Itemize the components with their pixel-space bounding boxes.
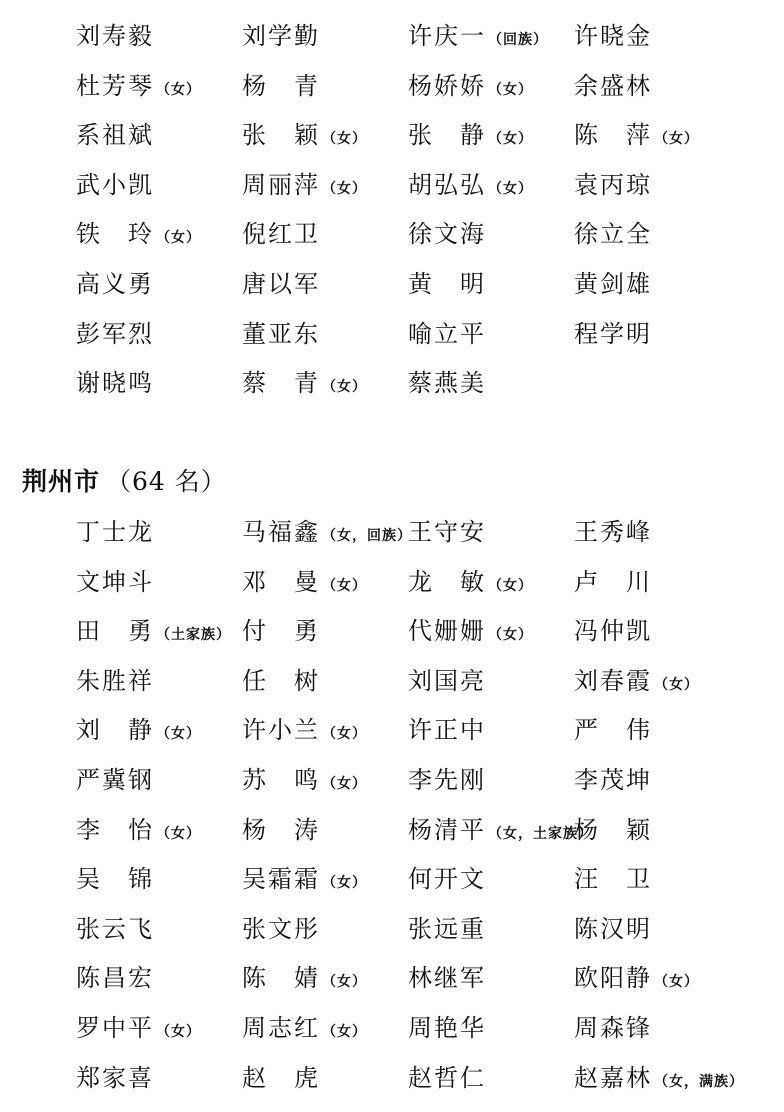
name-entry [574, 510, 744, 560]
person-note: （女，回族） [322, 528, 412, 544]
person-name: 李茂坤 [574, 765, 652, 794]
person-name: 陈汉明 [574, 914, 652, 943]
name-entry [574, 808, 744, 858]
name-entry [574, 212, 744, 262]
name-entry [242, 560, 408, 610]
person-note: （女，满族） [654, 1073, 744, 1090]
name-entry [76, 510, 242, 560]
person-note: （女） [322, 379, 367, 396]
person-name: 黄 明 [408, 269, 486, 298]
person-name: 杨 颖 [574, 815, 652, 844]
person-note: （女） [322, 775, 367, 792]
name-entry [408, 708, 574, 758]
name-entry [242, 609, 408, 659]
person-note: （女） [322, 577, 367, 594]
person-name: 杨清平 [408, 815, 486, 844]
name-entry [408, 956, 574, 1006]
name-entry [242, 14, 408, 64]
name-entry [242, 907, 408, 957]
person-name: 高义勇 [76, 269, 154, 298]
person-note: （女） [322, 875, 367, 892]
person-note: （女） [488, 131, 533, 148]
name-entry [574, 857, 744, 907]
person-name: 龙 敏 [408, 567, 486, 596]
person-name: 任 树 [242, 666, 320, 695]
person-name: 陈昌宏 [76, 964, 154, 993]
person-note: （女） [156, 230, 201, 247]
name-entry [76, 560, 242, 610]
name-entry [242, 659, 408, 709]
person-name: 赵哲仁 [408, 1063, 486, 1092]
person-name: 刘寿毅 [76, 22, 154, 50]
person-name: 系祖斌 [76, 121, 154, 150]
person-name: 陈 婧 [242, 964, 320, 993]
person-name: 蔡 青 [242, 369, 320, 398]
person-note: （女） [488, 180, 533, 197]
section-count: （64 名） [106, 467, 227, 496]
name-entry [76, 312, 242, 362]
name-entry [408, 64, 574, 114]
name-entry [76, 212, 242, 262]
person-name: 胡弘弘 [408, 170, 486, 199]
name-entry [242, 857, 408, 907]
name-entry [574, 956, 744, 1006]
section-title: 荆州市 [22, 467, 101, 496]
name-entry [408, 312, 574, 362]
person-name: 谢晓鸣 [76, 369, 154, 398]
person-note: （女） [156, 81, 201, 98]
name-entry [242, 262, 408, 312]
name-entry [574, 659, 744, 709]
person-name: 铁 玲 [76, 220, 154, 249]
person-note: （女） [322, 131, 367, 148]
person-name: 余盛林 [574, 71, 652, 100]
person-name: 田 勇 [76, 617, 154, 646]
person-name: 周森锋 [574, 1013, 652, 1042]
person-note: （女） [654, 974, 699, 991]
person-note: （女） [654, 131, 699, 148]
name-entry [408, 609, 574, 659]
name-entry [76, 14, 242, 64]
person-name: 卢 川 [574, 567, 652, 596]
person-name: 杨娇娇 [408, 71, 486, 100]
person-name: 王守安 [408, 518, 486, 546]
person-name: 周丽萍 [242, 170, 320, 199]
name-entry [408, 808, 593, 858]
name-entry [574, 708, 744, 758]
name-entry [76, 758, 242, 808]
name-entry [76, 361, 242, 411]
name-entry [574, 609, 744, 659]
person-name: 倪红卫 [242, 220, 320, 249]
name-entry [408, 857, 574, 907]
name-entry [76, 956, 242, 1006]
person-name: 马福鑫 [242, 518, 320, 546]
name-entry [408, 262, 574, 312]
person-note: （女） [322, 1023, 367, 1040]
name-entry [76, 808, 242, 858]
person-note: （土家族） [156, 627, 231, 644]
person-name: 徐立全 [574, 220, 652, 249]
person-note: （女） [488, 81, 533, 98]
person-name: 文坤斗 [76, 567, 154, 596]
name-entry [574, 113, 744, 163]
name-entry [76, 262, 242, 312]
name-entry [574, 907, 744, 957]
name-list-jingzhou [0, 510, 784, 1105]
person-name: 林继军 [408, 964, 486, 993]
person-name: 冯仲凯 [574, 617, 652, 646]
person-name: 吴 锦 [76, 865, 154, 894]
person-name: 欧阳静 [574, 964, 652, 993]
person-name: 武小凯 [76, 170, 154, 199]
person-name: 何开文 [408, 865, 486, 894]
name-entry [408, 113, 574, 163]
name-entry [76, 113, 242, 163]
name-entry [408, 14, 574, 64]
person-name: 杨 涛 [242, 815, 320, 844]
name-entry [242, 758, 408, 808]
name-entry [76, 857, 242, 907]
person-name: 王秀峰 [574, 518, 652, 546]
person-name: 徐文海 [408, 220, 486, 249]
name-entry [242, 1006, 408, 1056]
name-entry [242, 1056, 408, 1106]
person-name: 许小兰 [242, 716, 320, 745]
person-name: 朱胜祥 [76, 666, 154, 695]
name-entry [408, 1056, 574, 1106]
name-entry [76, 1006, 242, 1056]
person-note: （女） [156, 1023, 201, 1040]
person-name: 许晓金 [574, 22, 652, 50]
person-name: 蔡燕美 [408, 369, 486, 398]
name-entry [242, 956, 408, 1006]
person-name: 唐以军 [242, 269, 320, 298]
person-name: 付 勇 [242, 617, 320, 646]
name-entry [408, 758, 574, 808]
person-note: （女） [488, 577, 533, 594]
name-entry [574, 163, 744, 213]
person-name: 杨 青 [242, 71, 320, 100]
person-name: 董亚东 [242, 319, 320, 348]
person-name: 罗中平 [76, 1013, 154, 1042]
name-entry [574, 1056, 744, 1106]
person-note: （女） [322, 180, 367, 197]
person-name: 张 颖 [242, 121, 320, 150]
person-name: 袁丙琼 [574, 170, 652, 199]
person-name: 刘 静 [76, 716, 154, 745]
person-note: （女） [488, 627, 533, 644]
name-entry [408, 1006, 574, 1056]
person-note: （女） [322, 726, 367, 743]
person-name: 李 怡 [76, 815, 154, 844]
person-name: 杜芳琴 [76, 71, 154, 100]
name-entry [408, 907, 574, 957]
name-entry [574, 14, 744, 64]
person-name: 邓 曼 [242, 567, 320, 596]
person-name: 张云飞 [76, 914, 154, 943]
person-name: 严冀钢 [76, 765, 154, 794]
name-entry [242, 163, 408, 213]
name-entry [408, 212, 574, 262]
name-entry [76, 708, 242, 758]
name-entry [242, 212, 408, 262]
name-entry [574, 262, 744, 312]
person-name: 苏 鸣 [242, 765, 320, 794]
person-note: （回族） [488, 32, 548, 48]
person-name: 张远重 [408, 914, 486, 943]
name-list-top [0, 14, 784, 411]
name-entry [408, 560, 574, 610]
person-name: 黄剑雄 [574, 269, 652, 298]
name-entry [408, 163, 574, 213]
person-name: 丁士龙 [76, 518, 154, 546]
person-name: 刘春霞 [574, 666, 652, 695]
name-entry [574, 312, 744, 362]
name-entry [242, 312, 408, 362]
person-name: 赵嘉林 [574, 1063, 652, 1092]
person-name: 周志红 [242, 1013, 320, 1042]
person-note: （女） [156, 726, 201, 743]
name-entry [242, 64, 408, 114]
person-name: 刘学勤 [242, 22, 320, 50]
name-entry [574, 1006, 744, 1056]
person-name: 陈 萍 [574, 121, 652, 150]
person-name: 张文彤 [242, 914, 320, 943]
name-entry [408, 659, 574, 709]
person-name: 吴霜霜 [242, 865, 320, 894]
name-entry [76, 609, 242, 659]
person-name: 李先刚 [408, 765, 486, 794]
person-name: 郑家喜 [76, 1063, 154, 1092]
name-entry [574, 758, 744, 808]
section-heading [22, 462, 227, 498]
name-entry [408, 510, 574, 560]
name-entry [76, 1056, 242, 1106]
name-entry [408, 361, 574, 411]
person-name: 张 静 [408, 121, 486, 150]
person-note: （女） [156, 825, 201, 842]
name-entry [76, 659, 242, 709]
person-name: 赵 虎 [242, 1063, 320, 1092]
person-name: 刘国亮 [408, 666, 486, 695]
person-name: 程学明 [574, 319, 652, 348]
name-entry [242, 808, 408, 858]
name-entry [242, 708, 408, 758]
person-name: 代姗姗 [408, 617, 486, 646]
person-note: （女） [654, 676, 699, 693]
name-entry [242, 361, 408, 411]
person-name: 彭军烈 [76, 319, 154, 348]
person-name: 喻立平 [408, 319, 486, 348]
name-entry [76, 907, 242, 957]
name-entry [76, 163, 242, 213]
name-entry [76, 64, 242, 114]
name-entry [242, 113, 408, 163]
person-name: 汪 卫 [574, 865, 652, 894]
person-name: 许庆一 [408, 22, 486, 50]
name-entry [574, 64, 744, 114]
person-name: 周艳华 [408, 1013, 486, 1042]
person-note: （女） [322, 974, 367, 991]
person-name: 许正中 [408, 716, 486, 745]
person-note: （女，土家族） [488, 825, 593, 842]
person-name: 严 伟 [574, 716, 652, 745]
name-entry [574, 560, 744, 610]
name-entry [242, 510, 412, 560]
